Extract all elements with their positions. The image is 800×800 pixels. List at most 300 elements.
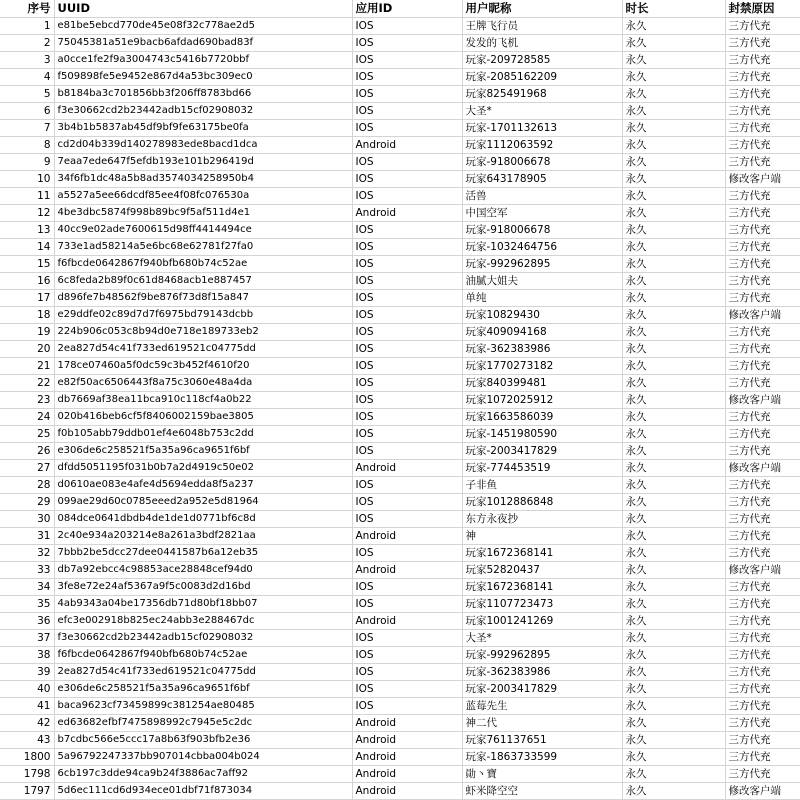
- cell-app-id[interactable]: IOS: [352, 170, 462, 187]
- cell-seq[interactable]: 31: [0, 527, 54, 544]
- cell-uuid[interactable]: dfdd5051195f031b0b7a2d4919c50e02: [54, 459, 352, 476]
- cell-app-id[interactable]: Android: [352, 612, 462, 629]
- cell-seq[interactable]: 36: [0, 612, 54, 629]
- cell-seq[interactable]: 12: [0, 204, 54, 221]
- cell-seq[interactable]: 29: [0, 493, 54, 510]
- cell-nickname[interactable]: 玩家1012886848: [462, 493, 622, 510]
- cell-duration[interactable]: 永久: [622, 306, 725, 323]
- cell-app-id[interactable]: IOS: [352, 493, 462, 510]
- cell-nickname[interactable]: 玩家-1032464756: [462, 238, 622, 255]
- cell-app-id[interactable]: Android: [352, 204, 462, 221]
- cell-ban-reason[interactable]: 三方代充: [725, 204, 800, 221]
- cell-ban-reason[interactable]: 三方代充: [725, 697, 800, 714]
- cell-ban-reason[interactable]: 三方代充: [725, 374, 800, 391]
- cell-app-id[interactable]: IOS: [352, 153, 462, 170]
- cell-uuid[interactable]: b7cdbc566e5ccc17a8b63f903bfb2e36: [54, 731, 352, 748]
- cell-uuid[interactable]: 5d6ec111cd6d934ece01dbf71f873034: [54, 782, 352, 799]
- cell-app-id[interactable]: IOS: [352, 272, 462, 289]
- cell-nickname[interactable]: 活兽: [462, 187, 622, 204]
- cell-ban-reason[interactable]: 三方代充: [725, 544, 800, 561]
- cell-ban-reason[interactable]: 三方代充: [725, 34, 800, 51]
- cell-nickname[interactable]: 玩家643178905: [462, 170, 622, 187]
- cell-app-id[interactable]: IOS: [352, 357, 462, 374]
- cell-seq[interactable]: 42: [0, 714, 54, 731]
- table-row: [0, 306, 800, 323]
- cell-app-id[interactable]: IOS: [352, 391, 462, 408]
- table-row: [0, 646, 800, 663]
- cell-duration[interactable]: 永久: [622, 510, 725, 527]
- cell-seq[interactable]: 34: [0, 578, 54, 595]
- cell-ban-reason[interactable]: 三方代充: [725, 595, 800, 612]
- table-row: [0, 374, 800, 391]
- table-row: [0, 391, 800, 408]
- cell-seq[interactable]: 43: [0, 731, 54, 748]
- cell-seq[interactable]: 1800: [0, 748, 54, 765]
- cell-seq[interactable]: 1: [0, 17, 54, 34]
- cell-nickname[interactable]: 玩家1001241269: [462, 612, 622, 629]
- cell-nickname[interactable]: 勛丶寶: [462, 765, 622, 782]
- cell-uuid[interactable]: db7a92ebcc4c98853ace28848cef94d0: [54, 561, 352, 578]
- header-nickname[interactable]: 用户昵称: [462, 0, 622, 17]
- cell-ban-reason[interactable]: 三方代充: [725, 442, 800, 459]
- cell-uuid[interactable]: e306de6c258521f5a35a96ca9651f6bf: [54, 442, 352, 459]
- cell-app-id[interactable]: IOS: [352, 102, 462, 119]
- cell-duration[interactable]: 永久: [622, 272, 725, 289]
- cell-uuid[interactable]: cd2d04b339d140278983ede8bacd1dca: [54, 136, 352, 153]
- cell-uuid[interactable]: 099ae29d60c0785eeed2a952e5d81964: [54, 493, 352, 510]
- cell-ban-reason[interactable]: 三方代充: [725, 153, 800, 170]
- cell-uuid[interactable]: f6fbcde0642867f940bfb680b74c52ae: [54, 255, 352, 272]
- cell-duration[interactable]: 永久: [622, 697, 725, 714]
- cell-nickname[interactable]: 东方永夜抄: [462, 510, 622, 527]
- cell-uuid[interactable]: 2c40e934a203214e8a261a3bdf2821aa: [54, 527, 352, 544]
- cell-ban-reason[interactable]: 三方代充: [725, 425, 800, 442]
- cell-seq[interactable]: 18: [0, 306, 54, 323]
- cell-uuid[interactable]: 733e1ad58214a5e6bc68e62781f27fa0: [54, 238, 352, 255]
- cell-nickname[interactable]: 玩家-1701132613: [462, 119, 622, 136]
- cell-uuid[interactable]: a5527a5ee66dcdf85ee4f08fc076530a: [54, 187, 352, 204]
- cell-duration[interactable]: 永久: [622, 34, 725, 51]
- cell-nickname[interactable]: 玩家761137651: [462, 731, 622, 748]
- cell-duration[interactable]: 永久: [622, 238, 725, 255]
- cell-seq[interactable]: 9: [0, 153, 54, 170]
- cell-seq[interactable]: 2: [0, 34, 54, 51]
- table-row: [0, 544, 800, 561]
- cell-seq[interactable]: 15: [0, 255, 54, 272]
- cell-duration[interactable]: 永久: [622, 544, 725, 561]
- cell-ban-reason[interactable]: 三方代充: [725, 680, 800, 697]
- cell-nickname[interactable]: 大圣*: [462, 102, 622, 119]
- cell-nickname[interactable]: 玩家-992962895: [462, 646, 622, 663]
- cell-ban-reason[interactable]: 三方代充: [725, 187, 800, 204]
- cell-uuid[interactable]: ed63682efbf7475898992c7945e5c2dc: [54, 714, 352, 731]
- cell-duration[interactable]: 永久: [622, 476, 725, 493]
- cell-app-id[interactable]: Android: [352, 136, 462, 153]
- header-seq[interactable]: 序号: [0, 0, 54, 17]
- cell-uuid[interactable]: a0cce1fe2f9a3004743c5416b7720bbf: [54, 51, 352, 68]
- cell-ban-reason[interactable]: 三方代充: [725, 289, 800, 306]
- cell-uuid[interactable]: baca9623cf73459899c381254ae80485: [54, 697, 352, 714]
- cell-duration[interactable]: 永久: [622, 408, 725, 425]
- cell-seq[interactable]: 3: [0, 51, 54, 68]
- cell-seq[interactable]: 33: [0, 561, 54, 578]
- cell-uuid[interactable]: f3e30662cd2b23442adb15cf02908032: [54, 102, 352, 119]
- table-row: [0, 459, 800, 476]
- cell-ban-reason[interactable]: 三方代充: [725, 748, 800, 765]
- cell-uuid[interactable]: 6cb197c3dde94ca9b24f3886ac7aff92: [54, 765, 352, 782]
- cell-uuid[interactable]: 7eaa7ede647f5efdb193e101b296419d: [54, 153, 352, 170]
- cell-ban-reason[interactable]: 三方代充: [725, 102, 800, 119]
- cell-ban-reason[interactable]: 三方代充: [725, 340, 800, 357]
- cell-ban-reason[interactable]: 三方代充: [725, 663, 800, 680]
- cell-nickname[interactable]: 玩家840399481: [462, 374, 622, 391]
- cell-uuid[interactable]: 7bbb2be5dcc27dee0441587b6a12eb35: [54, 544, 352, 561]
- cell-nickname[interactable]: 油腻大姐夫: [462, 272, 622, 289]
- cell-app-id[interactable]: IOS: [352, 221, 462, 238]
- cell-seq[interactable]: 30: [0, 510, 54, 527]
- cell-uuid[interactable]: db7669af38ea11bca910c118cf4a0b22: [54, 391, 352, 408]
- cell-ban-reason[interactable]: 三方代充: [725, 731, 800, 748]
- cell-seq[interactable]: 4: [0, 68, 54, 85]
- cell-ban-reason[interactable]: 三方代充: [725, 408, 800, 425]
- cell-uuid[interactable]: 4ab9343a04be17356db71d80bf18bb07: [54, 595, 352, 612]
- cell-nickname[interactable]: 玩家-2003417829: [462, 442, 622, 459]
- table-row: [0, 85, 800, 102]
- cell-app-id[interactable]: IOS: [352, 17, 462, 34]
- cell-seq[interactable]: 21: [0, 357, 54, 374]
- cell-duration[interactable]: 永久: [622, 493, 725, 510]
- cell-seq[interactable]: 6: [0, 102, 54, 119]
- cell-duration[interactable]: 永久: [622, 612, 725, 629]
- cell-app-id[interactable]: Android: [352, 459, 462, 476]
- cell-app-id[interactable]: IOS: [352, 442, 462, 459]
- cell-nickname[interactable]: 玩家-2085162209: [462, 68, 622, 85]
- cell-ban-reason[interactable]: 三方代充: [725, 510, 800, 527]
- cell-app-id[interactable]: IOS: [352, 51, 462, 68]
- cell-uuid[interactable]: d896fe7b48562f9be876f73d8f15a847: [54, 289, 352, 306]
- cell-nickname[interactable]: 神二代: [462, 714, 622, 731]
- cell-ban-reason[interactable]: 三方代充: [725, 17, 800, 34]
- cell-duration[interactable]: 永久: [622, 527, 725, 544]
- cell-seq[interactable]: 26: [0, 442, 54, 459]
- cell-app-id[interactable]: IOS: [352, 68, 462, 85]
- cell-seq[interactable]: 10: [0, 170, 54, 187]
- cell-seq[interactable]: 37: [0, 629, 54, 646]
- cell-seq[interactable]: 35: [0, 595, 54, 612]
- cell-duration[interactable]: 永久: [622, 187, 725, 204]
- cell-nickname[interactable]: 玩家-362383986: [462, 663, 622, 680]
- cell-nickname[interactable]: 蓝莓先生: [462, 697, 622, 714]
- cell-ban-reason[interactable]: 三方代充: [725, 357, 800, 374]
- cell-app-id[interactable]: IOS: [352, 238, 462, 255]
- cell-seq[interactable]: 17: [0, 289, 54, 306]
- cell-uuid[interactable]: f3e30662cd2b23442adb15cf02908032: [54, 629, 352, 646]
- cell-duration[interactable]: 永久: [622, 714, 725, 731]
- cell-app-id[interactable]: IOS: [352, 187, 462, 204]
- cell-nickname[interactable]: 玩家-774453519: [462, 459, 622, 476]
- table-row: [0, 578, 800, 595]
- cell-duration[interactable]: 永久: [622, 221, 725, 238]
- cell-nickname[interactable]: 玩家-362383986: [462, 340, 622, 357]
- cell-ban-reason[interactable]: 三方代充: [725, 136, 800, 153]
- cell-uuid[interactable]: 75045381a51e9bacb6afdad690bad83f: [54, 34, 352, 51]
- cell-duration[interactable]: 永久: [622, 289, 725, 306]
- cell-uuid[interactable]: b8184ba3c701856bb3f206ff8783bd66: [54, 85, 352, 102]
- cell-seq[interactable]: 16: [0, 272, 54, 289]
- cell-ban-reason[interactable]: 三方代充: [725, 272, 800, 289]
- cell-seq[interactable]: 5: [0, 85, 54, 102]
- cell-app-id[interactable]: Android: [352, 527, 462, 544]
- cell-ban-reason[interactable]: 三方代充: [725, 646, 800, 663]
- cell-duration[interactable]: 永久: [622, 51, 725, 68]
- cell-nickname[interactable]: 玩家825491968: [462, 85, 622, 102]
- cell-seq[interactable]: 32: [0, 544, 54, 561]
- cell-uuid[interactable]: 40cc9e02ade7600615d98ff4414494ce: [54, 221, 352, 238]
- cell-app-id[interactable]: IOS: [352, 425, 462, 442]
- header-duration[interactable]: 时长: [622, 0, 725, 17]
- cell-nickname[interactable]: 玩家-2003417829: [462, 680, 622, 697]
- cell-ban-reason[interactable]: 三方代充: [725, 85, 800, 102]
- cell-app-id[interactable]: IOS: [352, 595, 462, 612]
- cell-seq[interactable]: 39: [0, 663, 54, 680]
- cell-uuid[interactable]: 5a96792247337bb907014cbba004b024: [54, 748, 352, 765]
- cell-uuid[interactable]: f6fbcde0642867f940bfb680b74c52ae: [54, 646, 352, 663]
- cell-duration[interactable]: 永久: [622, 136, 725, 153]
- cell-duration[interactable]: 永久: [622, 374, 725, 391]
- cell-duration[interactable]: 永久: [622, 153, 725, 170]
- cell-uuid[interactable]: e81be5ebcd770de45e08f32c778ae2d5: [54, 17, 352, 34]
- cell-ban-reason[interactable]: 三方代充: [725, 493, 800, 510]
- cell-duration[interactable]: 永久: [622, 782, 725, 799]
- cell-app-id[interactable]: IOS: [352, 629, 462, 646]
- cell-seq[interactable]: 41: [0, 697, 54, 714]
- cell-uuid[interactable]: 224b906c053c8b94d0e718e189733eb2: [54, 323, 352, 340]
- cell-app-id[interactable]: IOS: [352, 306, 462, 323]
- cell-duration[interactable]: 永久: [622, 68, 725, 85]
- cell-nickname[interactable]: 玩家-918006678: [462, 153, 622, 170]
- cell-nickname[interactable]: 玩家-992962895: [462, 255, 622, 272]
- cell-nickname[interactable]: 大圣*: [462, 629, 622, 646]
- cell-seq[interactable]: 27: [0, 459, 54, 476]
- table-row: [0, 425, 800, 442]
- cell-seq[interactable]: 14: [0, 238, 54, 255]
- cell-app-id[interactable]: IOS: [352, 255, 462, 272]
- cell-seq[interactable]: 24: [0, 408, 54, 425]
- cell-nickname[interactable]: 单纯: [462, 289, 622, 306]
- cell-nickname[interactable]: 王牌飞行员: [462, 17, 622, 34]
- table-row: [0, 731, 800, 748]
- cell-uuid[interactable]: 084dce0641dbdb4de1de1d0771bf6c8d: [54, 510, 352, 527]
- cell-uuid[interactable]: 6c8feda2b89f0c61d8468acb1e887457: [54, 272, 352, 289]
- cell-app-id[interactable]: Android: [352, 714, 462, 731]
- cell-duration[interactable]: 永久: [622, 425, 725, 442]
- cell-app-id[interactable]: IOS: [352, 476, 462, 493]
- cell-uuid[interactable]: efc3e002918b825ec24abb3e288467dc: [54, 612, 352, 629]
- header-ban-reason[interactable]: 封禁原因: [725, 0, 800, 17]
- cell-nickname[interactable]: 玩家52820437: [462, 561, 622, 578]
- cell-duration[interactable]: 永久: [622, 765, 725, 782]
- cell-seq[interactable]: 13: [0, 221, 54, 238]
- cell-app-id[interactable]: IOS: [352, 663, 462, 680]
- cell-uuid[interactable]: e29ddfe02c89d7d7f6975bd79143dcbb: [54, 306, 352, 323]
- cell-nickname[interactable]: 玩家-1863733599: [462, 748, 622, 765]
- cell-uuid[interactable]: f0b105abb79ddb01ef4e6048b753c2dd: [54, 425, 352, 442]
- header-row: [0, 0, 800, 17]
- cell-duration[interactable]: 永久: [622, 561, 725, 578]
- cell-uuid[interactable]: 178ce07460a5f0dc59c3b452f4610f20: [54, 357, 352, 374]
- cell-ban-reason[interactable]: 三方代充: [725, 51, 800, 68]
- cell-app-id[interactable]: IOS: [352, 34, 462, 51]
- cell-ban-reason[interactable]: 三方代充: [725, 629, 800, 646]
- cell-duration[interactable]: 永久: [622, 663, 725, 680]
- cell-duration[interactable]: 永久: [622, 680, 725, 697]
- cell-ban-reason[interactable]: 修改客户端: [725, 391, 800, 408]
- cell-nickname[interactable]: 玩家1672368141: [462, 544, 622, 561]
- cell-seq[interactable]: 11: [0, 187, 54, 204]
- cell-ban-reason[interactable]: 修改客户端: [725, 170, 800, 187]
- cell-uuid[interactable]: 2ea827d54c41f733ed619521c04775dd: [54, 663, 352, 680]
- cell-uuid[interactable]: f509898fe5e9452e867d4a53bc309ec0: [54, 68, 352, 85]
- cell-nickname[interactable]: 玩家-209728585: [462, 51, 622, 68]
- cell-ban-reason[interactable]: 三方代充: [725, 578, 800, 595]
- cell-app-id[interactable]: IOS: [352, 544, 462, 561]
- cell-duration[interactable]: 永久: [622, 459, 725, 476]
- cell-nickname[interactable]: 中国空军: [462, 204, 622, 221]
- cell-ban-reason[interactable]: 修改客户端: [725, 561, 800, 578]
- cell-app-id[interactable]: Android: [352, 782, 462, 799]
- cell-seq[interactable]: 25: [0, 425, 54, 442]
- cell-seq[interactable]: 38: [0, 646, 54, 663]
- cell-seq[interactable]: 7: [0, 119, 54, 136]
- cell-ban-reason[interactable]: 三方代充: [725, 255, 800, 272]
- cell-uuid[interactable]: 020b416beb6cf5f8406002159bae3805: [54, 408, 352, 425]
- cell-nickname[interactable]: 玩家1663586039: [462, 408, 622, 425]
- cell-seq[interactable]: 1798: [0, 765, 54, 782]
- cell-nickname[interactable]: 玩家1672368141: [462, 578, 622, 595]
- cell-app-id[interactable]: Android: [352, 561, 462, 578]
- cell-seq[interactable]: 20: [0, 340, 54, 357]
- table-row: [0, 238, 800, 255]
- header-app-id[interactable]: 应用ID: [352, 0, 462, 17]
- cell-app-id[interactable]: IOS: [352, 578, 462, 595]
- cell-duration[interactable]: 永久: [622, 748, 725, 765]
- cell-ban-reason[interactable]: 三方代充: [725, 323, 800, 340]
- table-body: [0, 17, 800, 799]
- cell-nickname[interactable]: 玩家1107723473: [462, 595, 622, 612]
- cell-duration[interactable]: 永久: [622, 340, 725, 357]
- cell-seq[interactable]: 8: [0, 136, 54, 153]
- cell-ban-reason[interactable]: 三方代充: [725, 238, 800, 255]
- cell-seq[interactable]: 23: [0, 391, 54, 408]
- cell-app-id[interactable]: Android: [352, 748, 462, 765]
- cell-ban-reason[interactable]: 三方代充: [725, 612, 800, 629]
- cell-seq[interactable]: 1797: [0, 782, 54, 799]
- cell-duration[interactable]: 永久: [622, 255, 725, 272]
- cell-uuid[interactable]: d0610ae083e4afe4d5694edda8f5a237: [54, 476, 352, 493]
- cell-duration[interactable]: 永久: [622, 357, 725, 374]
- table-row: [0, 493, 800, 510]
- cell-duration[interactable]: 永久: [622, 578, 725, 595]
- cell-app-id[interactable]: IOS: [352, 374, 462, 391]
- cell-app-id[interactable]: IOS: [352, 646, 462, 663]
- cell-app-id[interactable]: IOS: [352, 119, 462, 136]
- cell-nickname[interactable]: 玩家1770273182: [462, 357, 622, 374]
- cell-duration[interactable]: 永久: [622, 595, 725, 612]
- cell-app-id[interactable]: IOS: [352, 323, 462, 340]
- cell-uuid[interactable]: e82f50ac6506443f8a75c3060e48a4da: [54, 374, 352, 391]
- cell-duration[interactable]: 永久: [622, 119, 725, 136]
- cell-nickname[interactable]: 发发的飞机: [462, 34, 622, 51]
- cell-app-id[interactable]: IOS: [352, 697, 462, 714]
- header-uuid[interactable]: UUID: [54, 0, 352, 17]
- cell-nickname[interactable]: 玩家10829430: [462, 306, 622, 323]
- cell-app-id[interactable]: IOS: [352, 85, 462, 102]
- cell-duration[interactable]: 永久: [622, 731, 725, 748]
- cell-duration[interactable]: 永久: [622, 204, 725, 221]
- cell-duration[interactable]: 永久: [622, 646, 725, 663]
- table-row: [0, 595, 800, 612]
- cell-ban-reason[interactable]: 三方代充: [725, 119, 800, 136]
- cell-duration[interactable]: 永久: [622, 102, 725, 119]
- cell-app-id[interactable]: IOS: [352, 340, 462, 357]
- cell-app-id[interactable]: IOS: [352, 680, 462, 697]
- cell-ban-reason[interactable]: 修改客户端: [725, 459, 800, 476]
- cell-nickname[interactable]: 玩家1072025912: [462, 391, 622, 408]
- table-row: [0, 289, 800, 306]
- cell-ban-reason[interactable]: 三方代充: [725, 765, 800, 782]
- cell-app-id[interactable]: Android: [352, 731, 462, 748]
- cell-nickname[interactable]: 虾米降空空: [462, 782, 622, 799]
- cell-duration[interactable]: 永久: [622, 323, 725, 340]
- cell-uuid[interactable]: 4be3dbc5874f998b89bc9f5af511d4e1: [54, 204, 352, 221]
- cell-duration[interactable]: 永久: [622, 391, 725, 408]
- table-row: [0, 680, 800, 697]
- cell-uuid[interactable]: 3b4b1b5837ab45df9bf9fe63175be0fa: [54, 119, 352, 136]
- cell-duration[interactable]: 永久: [622, 442, 725, 459]
- cell-uuid[interactable]: e306de6c258521f5a35a96ca9651f6bf: [54, 680, 352, 697]
- cell-seq[interactable]: 28: [0, 476, 54, 493]
- cell-duration[interactable]: 永久: [622, 170, 725, 187]
- cell-app-id[interactable]: IOS: [352, 510, 462, 527]
- cell-nickname[interactable]: 子非鱼: [462, 476, 622, 493]
- cell-seq[interactable]: 40: [0, 680, 54, 697]
- table-row: [0, 765, 800, 782]
- cell-duration[interactable]: 永久: [622, 629, 725, 646]
- cell-app-id[interactable]: IOS: [352, 289, 462, 306]
- cell-uuid[interactable]: 34f6fb1dc48a5b8ad3574034258950b4: [54, 170, 352, 187]
- cell-nickname[interactable]: 玩家1112063592: [462, 136, 622, 153]
- cell-ban-reason[interactable]: 修改客户端: [725, 306, 800, 323]
- cell-app-id[interactable]: IOS: [352, 408, 462, 425]
- cell-ban-reason[interactable]: 三方代充: [725, 221, 800, 238]
- cell-seq[interactable]: 19: [0, 323, 54, 340]
- cell-seq[interactable]: 22: [0, 374, 54, 391]
- cell-nickname[interactable]: 玩家-918006678: [462, 221, 622, 238]
- cell-nickname[interactable]: 玩家409094168: [462, 323, 622, 340]
- cell-uuid[interactable]: 2ea827d54c41f733ed619521c04775dd: [54, 340, 352, 357]
- cell-duration[interactable]: 永久: [622, 17, 725, 34]
- cell-app-id[interactable]: Android: [352, 765, 462, 782]
- cell-duration[interactable]: 永久: [622, 85, 725, 102]
- cell-ban-reason[interactable]: 三方代充: [725, 476, 800, 493]
- cell-ban-reason[interactable]: 三方代充: [725, 68, 800, 85]
- cell-uuid[interactable]: 3fe8e72e24af5367a9f5c0083d2d16bd: [54, 578, 352, 595]
- cell-ban-reason[interactable]: 修改客户端: [725, 782, 800, 799]
- cell-nickname[interactable]: 神: [462, 527, 622, 544]
- cell-ban-reason[interactable]: 三方代充: [725, 527, 800, 544]
- cell-ban-reason[interactable]: 三方代充: [725, 714, 800, 731]
- cell-nickname[interactable]: 玩家-1451980590: [462, 425, 622, 442]
